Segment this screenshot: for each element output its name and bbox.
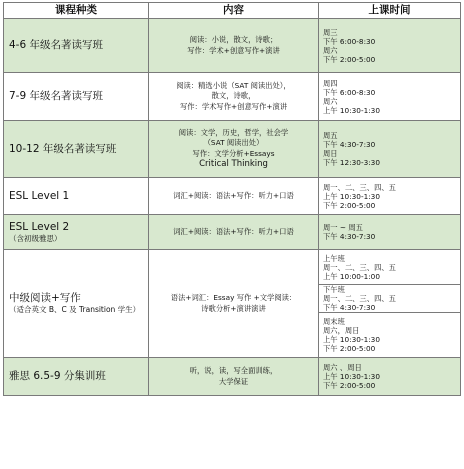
schedule-line: 周六: [323, 45, 338, 55]
schedule-line: 周六: [323, 96, 338, 106]
content-line: 阅读：精选小说（SAT 阅读出处），: [176, 80, 291, 90]
course-name-cell: [4, 121, 149, 178]
schedule-line: 上午 10:30-1:30: [323, 105, 380, 115]
schedule-line: 下午 6:00-8:30: [323, 36, 376, 46]
header-content: 内容: [149, 3, 319, 19]
course-content-cell: [149, 178, 319, 215]
schedule-line: 周六 、周日: [323, 363, 362, 372]
schedule-line: 上午 10:00-1:00: [323, 271, 380, 281]
course-name: 雅思 6.5-9 分集训班: [9, 370, 106, 382]
course-name: 4-6 年级名著读写班: [9, 39, 103, 51]
course-name: 10-12 年级名著读写班: [9, 142, 117, 155]
schedule-cell: [319, 121, 461, 178]
course-row: [4, 178, 461, 215]
schedule-cell: [319, 313, 461, 358]
course-name-cell: [4, 73, 149, 121]
course-name-cell: [4, 215, 149, 250]
schedule-line: 下午 2:00-5:00: [323, 54, 376, 64]
schedule-line: 下午 4:30-7:30: [323, 140, 376, 149]
content-line: Critical Thinking: [199, 159, 268, 170]
content-line: 词汇+阅读：语法+写作：听力+口语: [173, 190, 294, 200]
content-line: 词汇+阅读：语法+写作：听力+口语: [173, 226, 294, 236]
schedule-line: 下午 4:30-7:30: [323, 232, 376, 241]
content-line: 散文，诗歌，: [211, 91, 256, 101]
schedule-cell: [319, 250, 461, 285]
content-line: 写作：文学分析+Essays: [192, 148, 275, 158]
course-row: [4, 250, 461, 285]
schedule-cell: [319, 73, 461, 121]
schedule-cell: [319, 285, 461, 313]
course-row: [4, 358, 461, 396]
content-line: 阅读：小说，散文，诗歌；: [189, 35, 278, 44]
schedule-line: 下午 2:00-5:00: [323, 344, 376, 353]
schedule-table: [3, 2, 461, 396]
content-line: 写作：学术写作+创意写作+演讲: [179, 101, 288, 111]
course-name: 中级阅读+写作: [9, 292, 81, 304]
course-note: （适合英文 B、C 及 Transition 学生）: [9, 305, 141, 314]
content-line: 语法+词汇：Essay 写作 +文学阅读：: [170, 293, 297, 302]
course-content-cell: [149, 250, 319, 358]
schedule-line: 周三: [323, 27, 338, 37]
course-name-cell: [4, 19, 149, 73]
course-row: [4, 215, 461, 250]
schedule-line: 周五: [323, 131, 338, 140]
course-content-cell: [149, 73, 319, 121]
schedule-line: 下午 2:00-5:00: [323, 381, 376, 390]
schedule-line: 上午班: [323, 253, 345, 263]
schedule-line: 周日: [323, 149, 338, 158]
schedule-line: 周四: [323, 78, 338, 88]
schedule-line: 下午 12:30-3:30: [323, 158, 380, 167]
schedule-line: 周一、二、三、四、五: [323, 182, 396, 192]
content-line: 大学保证: [218, 376, 249, 386]
content-line: （SAT 阅读出处）: [203, 138, 264, 148]
course-name: ESL Level 2: [9, 220, 70, 233]
course-name: ESL Level 1: [9, 189, 70, 202]
course-name-cell: [4, 358, 149, 396]
course-content-cell: [149, 215, 319, 250]
header-row: [4, 3, 461, 19]
schedule-body: [4, 19, 461, 396]
header-course-type: 课程种类: [4, 3, 149, 19]
schedule-line: 下午 2:00-5:00: [323, 200, 376, 210]
content-line: 诗歌分析+演讲演讲: [201, 303, 266, 313]
course-content-cell: [149, 121, 319, 178]
course-content-cell: [149, 19, 319, 73]
header-schedule: 上课时间: [319, 3, 461, 19]
course-row: [4, 73, 461, 121]
schedule-line: 上午 10:30-1:30: [323, 335, 380, 344]
schedule-line: 周六，周日: [323, 326, 360, 335]
schedule-line: 周一、二、三、四、五: [323, 262, 396, 272]
course-name: 7-9 年级名著读写班: [9, 90, 103, 102]
schedule-cell: [319, 358, 461, 396]
schedule-line: 下午 6:00-8:30: [323, 87, 376, 97]
course-name-cell: [4, 250, 149, 358]
schedule-line: 下午班: [323, 285, 345, 294]
course-name-cell: [4, 178, 149, 215]
course-note: （含初级雅思）: [9, 233, 62, 243]
schedule-line: 周一、二、三、四、五: [323, 294, 396, 303]
content-line: 写作：学术+创意写作+演讲: [187, 45, 280, 55]
schedule-cell: [319, 215, 461, 250]
schedule-cell: [319, 19, 461, 73]
schedule-line: 周末班: [323, 317, 345, 326]
schedule-cell: [319, 178, 461, 215]
content-line: 阅读：文学，历史，哲学，社会学: [178, 127, 289, 137]
schedule-line: 下午 4:30-7:30: [323, 303, 376, 312]
course-row: [4, 19, 461, 73]
schedule-line: 周一 ~ 周五: [323, 223, 363, 232]
content-line: 听，说，读，写全面训练，: [189, 366, 278, 375]
schedule-line: 上午 10:30-1:30: [323, 191, 380, 201]
schedule-line: 上午 10:30-1:30: [323, 372, 380, 381]
course-row: [4, 121, 461, 178]
course-content-cell: [149, 358, 319, 396]
